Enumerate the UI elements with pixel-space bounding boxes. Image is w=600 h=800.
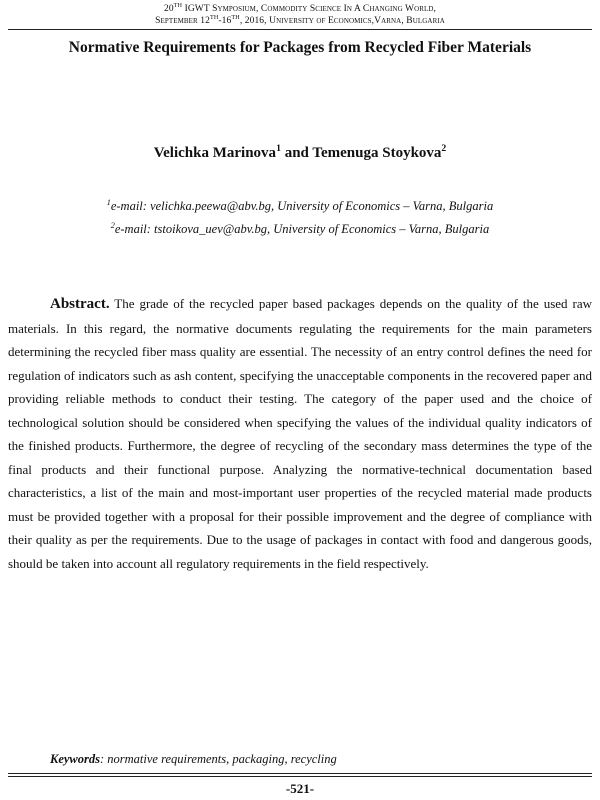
header-date-sup-2: TH: [231, 14, 240, 21]
author-2: Temenuga Stoykova: [312, 145, 442, 161]
header-ordinal-sup: TH: [173, 2, 183, 9]
abstract-body: The grade of the recycled paper based packages depends on the quality of the used raw materials. In this regard, the normative documents regulating the requirements for the main parameters determining the recycled fiber mass quality are essential. The necessity of an entry control defines the need for regulation of indicators such as ash content, specifying the unacceptable components in the recovered paper and providing reliable methods to conduct their testing. The category of the paper used and the choice of technological solution should be considered when specifying the values of the individual quality indicators of the finished products. Furthermore, the degree of recycling of the secondary mass determines the type of the final products and their functional purpose. Analyzing the normative-technical documentation based characteristics, a list of the main and most-important user properties of the recycled material made products must be provided together with a proposal for their possible improvement and the degree of compliance with their quality as per the requirements. Due to the usage of packages in contact with food and dangerous goods, should be taken into account all regulatory requirements in the field respectively.: [8, 296, 592, 571]
keywords-label: Keywords: [50, 752, 100, 766]
author-join: and: [280, 145, 313, 161]
author-line: [0, 145, 600, 162]
author-1-sup: 1: [276, 143, 281, 154]
footer-divider: [8, 773, 592, 774]
page-number: -521-: [285, 781, 315, 796]
running-header: [0, 3, 600, 27]
affiliation-1-text: e-mail: velichka.peewa@abv.bg, University of Economics – Varna, Bulgaria: [110, 199, 494, 213]
paper-title: Normative Requirements for Packages from Recycled Fiber Materials: [68, 39, 532, 56]
footer-divider-2: [8, 776, 592, 777]
affiliation-2-sup: 2: [110, 220, 115, 230]
header-date-end: -16: [218, 16, 232, 26]
keywords-list: : normative requirements, packaging, recycling: [100, 752, 337, 766]
abstract-paragraph: [8, 292, 592, 575]
header-date-sup-1: TH: [210, 14, 219, 21]
keywords-line: [50, 752, 590, 767]
abstract-label: Abstract.: [50, 296, 110, 312]
running-header-line-2: [0, 15, 600, 27]
header-divider: [8, 29, 592, 30]
header-venue: , 2016, University of Economics,Varna, Bulgaria: [239, 16, 445, 26]
affiliation-2: [0, 222, 600, 237]
header-date-start: September 12: [155, 16, 210, 26]
affiliation-2-text: e-mail: tstoikova_uev@abv.bg, University of Economics – Varna, Bulgaria: [114, 222, 490, 236]
affiliation-1-sup: 1: [106, 197, 111, 207]
header-symposium-name: IGWT Symposium, Commodity Science In A Changing World,: [182, 4, 437, 14]
author-1: Velichka Marinova: [153, 145, 277, 161]
author-2-sup: 2: [441, 143, 447, 154]
running-header-line-1: [0, 3, 600, 15]
header-year-number: 20: [163, 4, 174, 14]
affiliation-1: [0, 199, 600, 214]
